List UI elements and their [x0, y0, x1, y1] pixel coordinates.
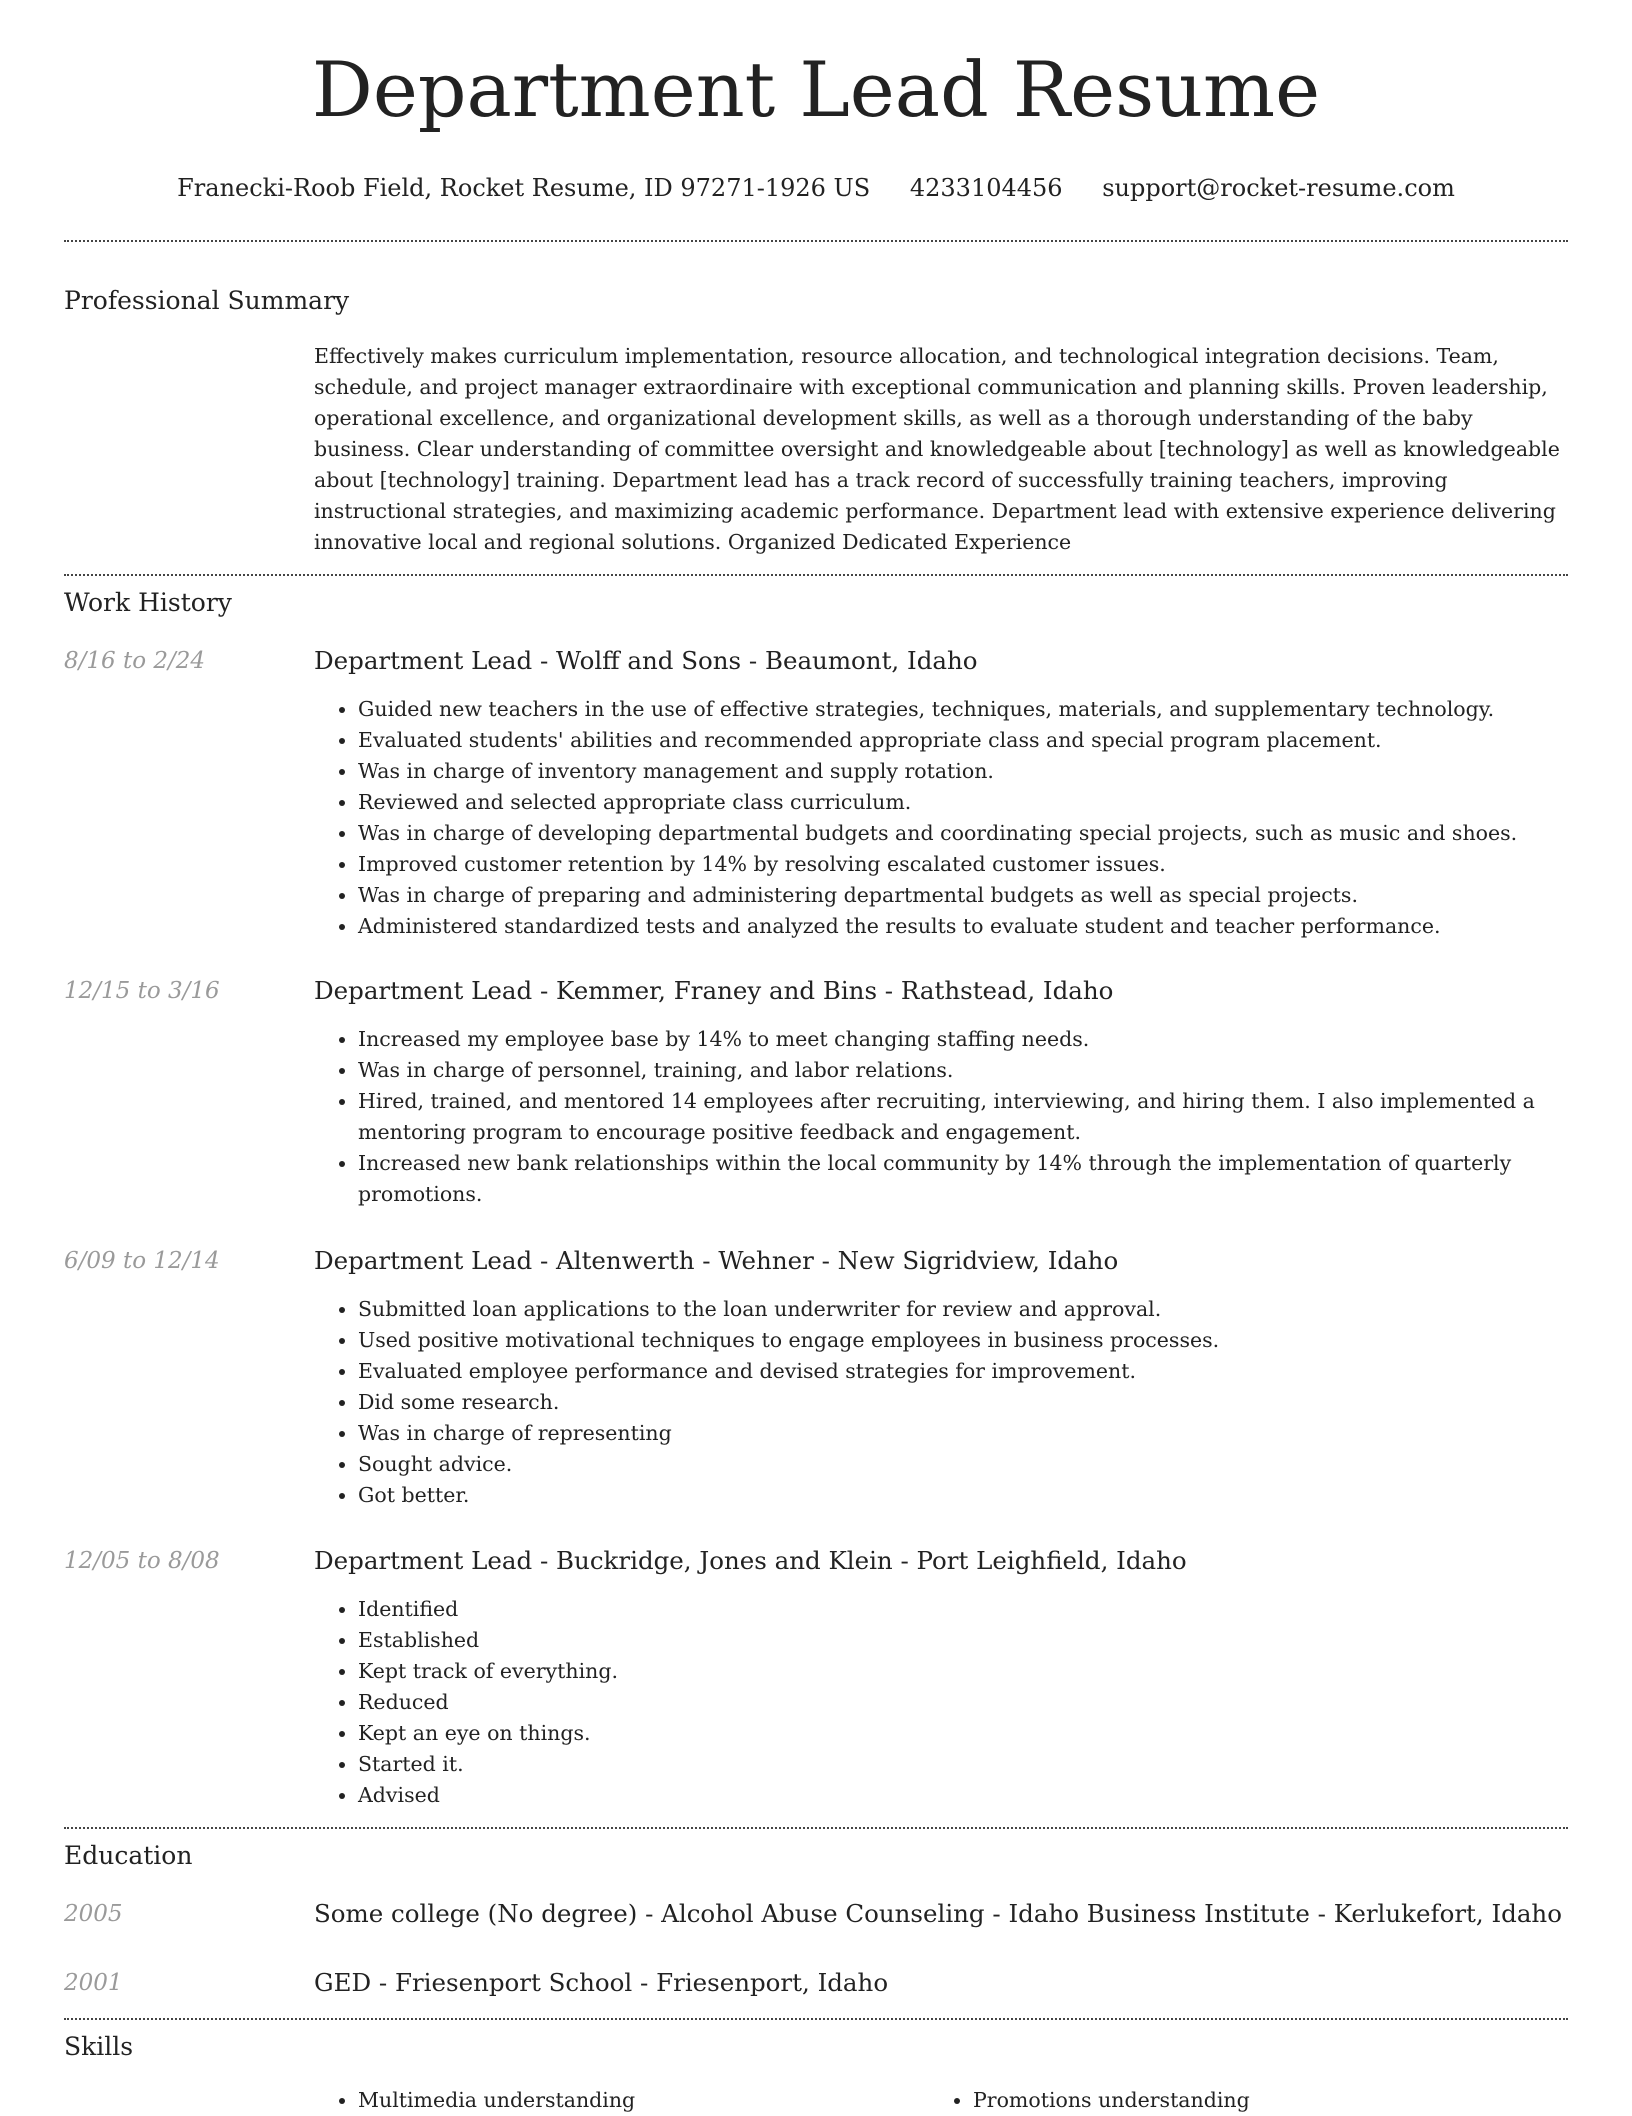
job-bullets — [314, 1294, 1544, 1511]
job-bullet: • Submitted loan applications to the loan underwriter for review and approval. — [358, 1294, 1544, 1325]
job-bullet: • Was in charge of inventory management and supply rotation. — [358, 756, 1544, 787]
contact-line — [0, 172, 1632, 204]
job-bullet: • Improved customer retention by 14% by resolving escalated customer issues. — [358, 849, 1544, 880]
job-bullet: • Established — [358, 1625, 1544, 1656]
job-bullet: • Was in charge of personnel, training, and labor relations. — [358, 1055, 1544, 1086]
education-year: 2001 — [64, 1970, 123, 1996]
education-entry: GED - Friesenport School - Friesenport, Idaho — [314, 1968, 889, 1997]
skills-list-right — [929, 2085, 1250, 2116]
job-bullets — [314, 694, 1544, 942]
job-dates: 12/05 to 8/08 — [64, 1548, 220, 1574]
job-bullet: • Kept track of everything. — [358, 1656, 1544, 1687]
skill-item: • Promotions understanding — [973, 2085, 1250, 2116]
work-divider — [64, 1827, 1568, 1829]
job-bullet: • Reduced — [358, 1687, 1544, 1718]
job-bullets — [314, 1024, 1544, 1210]
job-bullet: • Guided new teachers in the use of effective strategies, techniques, materials, and supplementary technology. — [358, 694, 1544, 725]
job-bullet: • Got better. — [358, 1480, 1544, 1511]
job-bullet: • Increased my employee base by 14% to meet changing staffing needs. — [358, 1024, 1544, 1055]
skill-item: • Multimedia understanding — [358, 2085, 635, 2116]
job-title: Department Lead - Kemmer, Franey and Bins - Rathstead, Idaho — [314, 976, 1114, 1005]
job-bullet: • Kept an eye on things. — [358, 1718, 1544, 1749]
job-bullet: • Evaluated employee performance and devised strategies for improvement. — [358, 1356, 1544, 1387]
job-bullet: • Was in charge of developing departmental budgets and coordinating special projects, such as music and shoes. — [358, 818, 1544, 849]
education-heading: Education — [64, 1841, 193, 1870]
resume-title: Department Lead Resume — [311, 45, 1321, 134]
work-history-heading: Work History — [64, 588, 232, 617]
job-title: Department Lead - Buckridge, Jones and Klein - Port Leighfield, Idaho — [314, 1546, 1187, 1575]
header-divider — [64, 240, 1568, 242]
job-bullet: • Evaluated students' abilities and recommended appropriate class and special program placement. — [358, 725, 1544, 756]
job-bullets — [314, 1594, 1544, 1811]
skills-list-left — [314, 2085, 635, 2116]
job-dates: 12/15 to 3/16 — [64, 978, 220, 1004]
summary-divider — [64, 574, 1568, 576]
job-bullet: • Was in charge of preparing and administering departmental budgets as well as special projects. — [358, 880, 1544, 911]
education-year: 2005 — [64, 1901, 123, 1927]
job-bullet: • Identified — [358, 1594, 1544, 1625]
job-dates: 8/16 to 2/24 — [64, 648, 206, 674]
job-bullet: • Administered standardized tests and analyzed the results to evaluate student and teacher performance. — [358, 911, 1544, 942]
job-bullet: • Advised — [358, 1780, 1544, 1811]
job-bullet: • Sought advice. — [358, 1449, 1544, 1480]
job-bullet: • Used positive motivational techniques to engage employees in business processes. — [358, 1325, 1544, 1356]
summary-heading: Professional Summary — [64, 286, 350, 315]
job-bullet: • Increased new bank relationships within the local community by 14% through the implementation of quarterly promotions. — [358, 1148, 1544, 1210]
job-title: Department Lead - Wolff and Sons - Beaumont, Idaho — [314, 646, 978, 675]
job-bullet: • Started it. — [358, 1749, 1544, 1780]
contact-phone: 4233104456 — [909, 174, 1063, 202]
education-divider — [64, 2018, 1568, 2020]
education-entry: Some college (No degree) - Alcohol Abuse Counseling - Idaho Business Institute - Kerlukefort, Idaho — [314, 1899, 1562, 1928]
job-dates: 6/09 to 12/14 — [64, 1248, 220, 1274]
job-bullet: • Reviewed and selected appropriate class curriculum. — [358, 787, 1544, 818]
summary-text: Effectively makes curriculum implementation, resource allocation, and technological integration decisions. Team, schedule, and project manager extraordinaire with exceptional communication and planning skills. Proven leadership, operational excellence, and organizational development skills, as well as a thorough understanding of the baby business. Clear understanding of committee oversight and knowledgeable about [technology] as well as knowledgeable about [technology] training. Department lead has a track record of successfully training teachers, improving instructional strategies, and maximizing academic performance. Department lead with extensive experience delivering innovative local and regional solutions. Organized Dedicated Experience — [314, 344, 1560, 554]
job-title: Department Lead - Altenwerth - Wehner - New Sigridview, Idaho — [314, 1246, 1119, 1275]
job-bullet: • Hired, trained, and mentored 14 employees after recruiting, interviewing, and hiring them. I also implemented a mentoring program to encourage positive feedback and engagement. — [358, 1086, 1544, 1148]
contact-email: support@rocket-resume.com — [1102, 174, 1455, 202]
job-bullet: • Did some research. — [358, 1387, 1544, 1418]
contact-address: Franecki-Roob Field, Rocket Resume, ID 97271-1926 US — [177, 174, 871, 202]
skills-heading: Skills — [64, 2032, 134, 2061]
job-bullet: • Was in charge of representing — [358, 1418, 1544, 1449]
